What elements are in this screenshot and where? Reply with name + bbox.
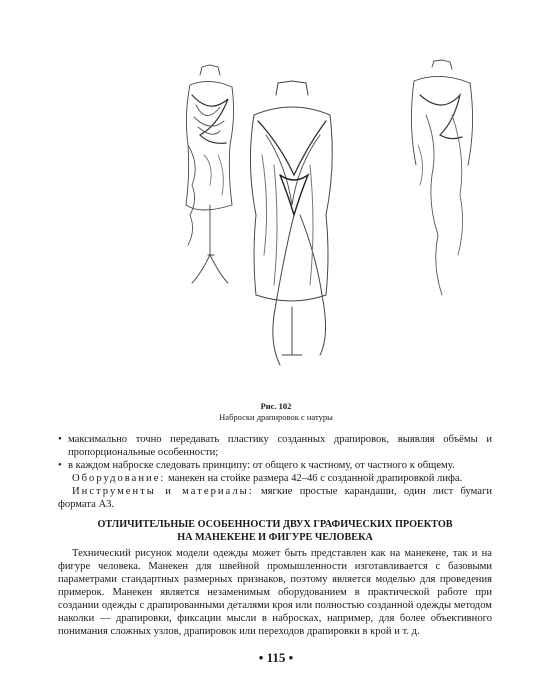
body-text xyxy=(58,547,492,638)
list-item xyxy=(58,433,492,459)
section-paragraph: Технический рисунок модели одежды может быть представлен как на манекене, так и на фигуре человека. Манекен для швейной промышленности изготавливается с базовыми параметрами стандартных размерных признаков, поэтому является моделью для проведения примерок. Манекен является незаменимым оборудованием в практической работе при создании одежды с драпированными деталями кроя или полностью созданной одежды методом наколки — драпировки, фиксации мысли в набросках, например, для более объективного понимания сложных узлов, драпировок или переходов драпировки в крой и т. д. xyxy=(58,548,492,637)
task-list xyxy=(58,433,492,511)
right-mannequin-sketch xyxy=(411,60,472,295)
tools-text: мягкие простые карандаши, один лист бумаги формата А3. xyxy=(58,486,492,510)
list-item-text: в каждом наброске следовать принципу: от общего к частному, от частного к общему. xyxy=(68,460,455,471)
center-mannequin-sketch xyxy=(250,81,332,365)
bullet-mark: • xyxy=(58,460,62,471)
section-heading-line-2: НА МАНЕКЕНЕ И ФИГУРЕ ЧЕЛОВЕКА xyxy=(177,532,373,543)
equipment-paragraph xyxy=(58,472,492,485)
figure-caption: Наброски драпировок с натуры xyxy=(219,412,333,422)
equipment-label: Оборудование: xyxy=(72,473,166,484)
figure-title: Рис. 102 xyxy=(260,401,292,411)
section-heading-line-1: ОТЛИЧИТЕЛЬНЫЕ ОСОБЕННОСТИ ДВУХ ГРАФИЧЕСКИХ ПРОЕКТОВ xyxy=(97,519,453,530)
tools-paragraph xyxy=(58,485,492,511)
bullet-mark: • xyxy=(58,434,62,445)
drapery-sketches-illustration xyxy=(170,55,510,395)
equipment-text: манекен на стойке размера 42–46 с созданной драпировкой лифа. xyxy=(165,473,463,484)
page-number: • 115 • xyxy=(258,650,294,665)
section-heading xyxy=(58,518,492,544)
list-item-text: максимально точно передавать пластику созданных драпировок, выявляя объёмы и пропорциональные особенности; xyxy=(68,434,492,458)
left-mannequin-sketch xyxy=(186,65,234,283)
list-item xyxy=(58,459,492,472)
tools-label: Инструменты и материалы: xyxy=(72,486,254,497)
